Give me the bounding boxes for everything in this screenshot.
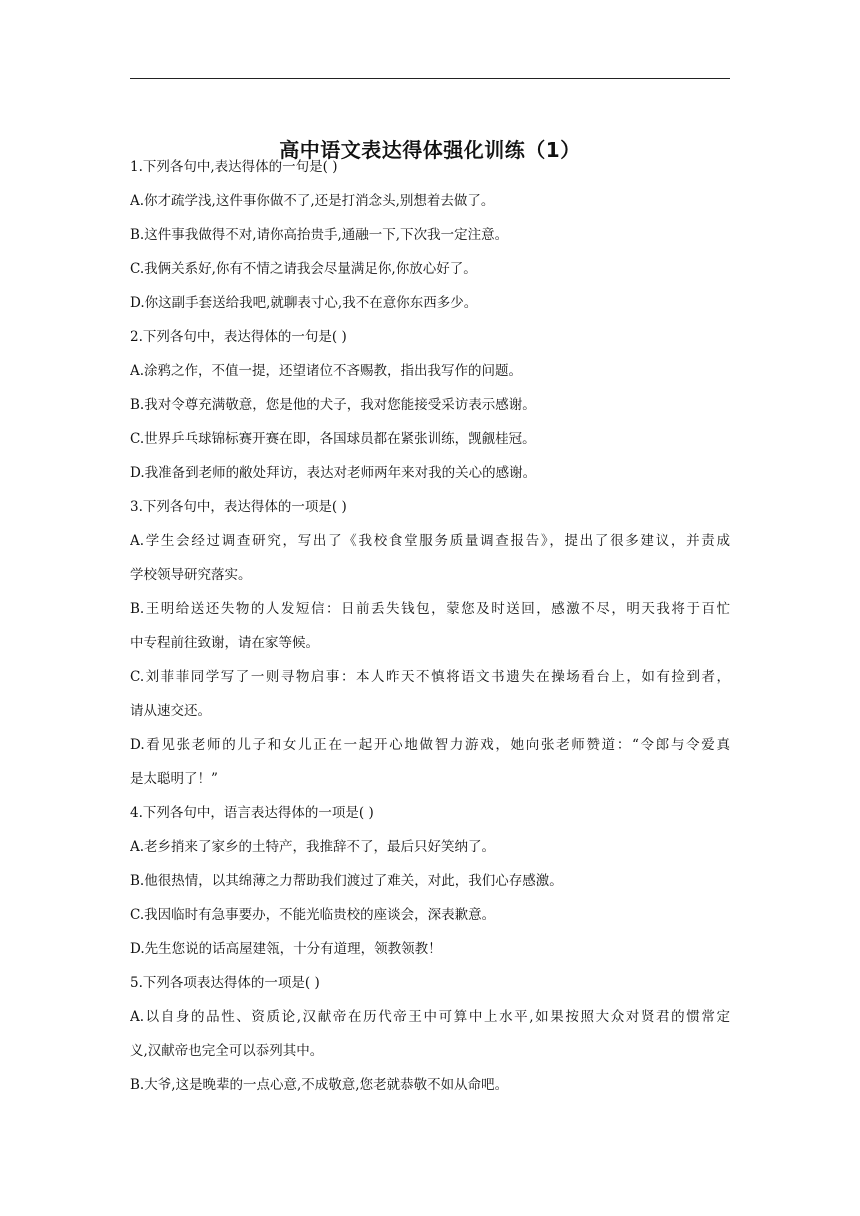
text-line: 中专程前往致谢，请在家等候。 — [130, 635, 319, 651]
header-rule — [130, 78, 730, 79]
text-line: C.我俩关系好,你有不情之请我会尽量满足你,你放心好了。 — [130, 261, 477, 277]
text-line: 学校领导研究落实。 — [130, 567, 252, 583]
text-line: 2.下列各句中，表达得体的一句是( ) — [130, 329, 347, 345]
text-line: A.学生会经过调查研究，写出了《我校食堂服务质量调查报告》，提出了很多建议，并责成 — [130, 533, 730, 549]
text-line: B.他很热情，以其绵薄之力帮助我们渡过了难关，对此，我们心存感激。 — [130, 873, 563, 889]
text-line: 5.下列各项表达得体的一项是( ) — [130, 975, 320, 991]
text-line: 是太聪明了！” — [130, 771, 218, 787]
text-line: 请从速交还。 — [130, 703, 211, 719]
text-line: C.刘菲菲同学写了一则寻物启事：本人昨天不慎将语文书遗失在操场看台上，如有捡到者， — [130, 669, 730, 685]
text-line: 3.下列各句中，表达得体的一项是( ) — [130, 499, 347, 515]
document-title: 高中语文表达得体强化训练（1） — [279, 138, 581, 162]
text-line: C.世界乒乓球锦标赛开赛在即，各国球员都在紧张训练，觊觎桂冠。 — [130, 431, 536, 447]
text-line: B.王明给送还失物的人发短信：日前丢失钱包，蒙您及时送回，感激不尽，明天我将于百忙 — [130, 601, 730, 617]
text-line: A.老乡捎来了家乡的土特产，我推辞不了，最后只好笑纳了。 — [130, 839, 496, 855]
text-line: D.看见张老师的儿子和女儿正在一起开心地做智力游戏，她向张老师赞道：“令郎与令爱真 — [130, 737, 730, 753]
text-line: 1.下列各句中,表达得体的一句是( ) — [130, 159, 338, 175]
text-line: 4.下列各句中，语言表达得体的一项是( ) — [130, 805, 374, 821]
text-line: D.我准备到老师的敝处拜访，表达对老师两年来对我的关心的感谢。 — [130, 465, 537, 481]
text-line: D.你这副手套送给我吧,就聊表寸心,我不在意你东西多少。 — [130, 295, 478, 311]
text-line: A.以自身的品性、资质论,汉献帝在历代帝王中可算中上水平,如果按照大众对贤君的惯常定 — [130, 1009, 730, 1025]
text-line: B.我对令尊充满敬意，您是他的犬子，我对您能接受采访表示感谢。 — [130, 397, 536, 413]
text-line: B.大爷,这是晚辈的一点心意,不成敬意,您老就恭敬不如从命吧。 — [130, 1077, 509, 1093]
text-line: C.我因临时有急事要办，不能光临贵校的座谈会，深表歉意。 — [130, 907, 496, 923]
document-body — [130, 150, 730, 1102]
text-line: B.这件事我做得不对,请你高抬贵手,通融一下,下次我一定注意。 — [130, 227, 509, 243]
text-line: A.涂鸦之作，不值一提，还望诸位不吝赐教，指出我写作的问题。 — [130, 363, 523, 379]
text-line: 义,汉献帝也完全可以忝列其中。 — [130, 1043, 324, 1059]
text-line: A.你才疏学浅,这件事你做不了,还是打消念头,别想着去做了。 — [130, 193, 495, 209]
text-line: D.先生您说的话高屋建瓴，十分有道理，领教领教！ — [130, 941, 442, 957]
